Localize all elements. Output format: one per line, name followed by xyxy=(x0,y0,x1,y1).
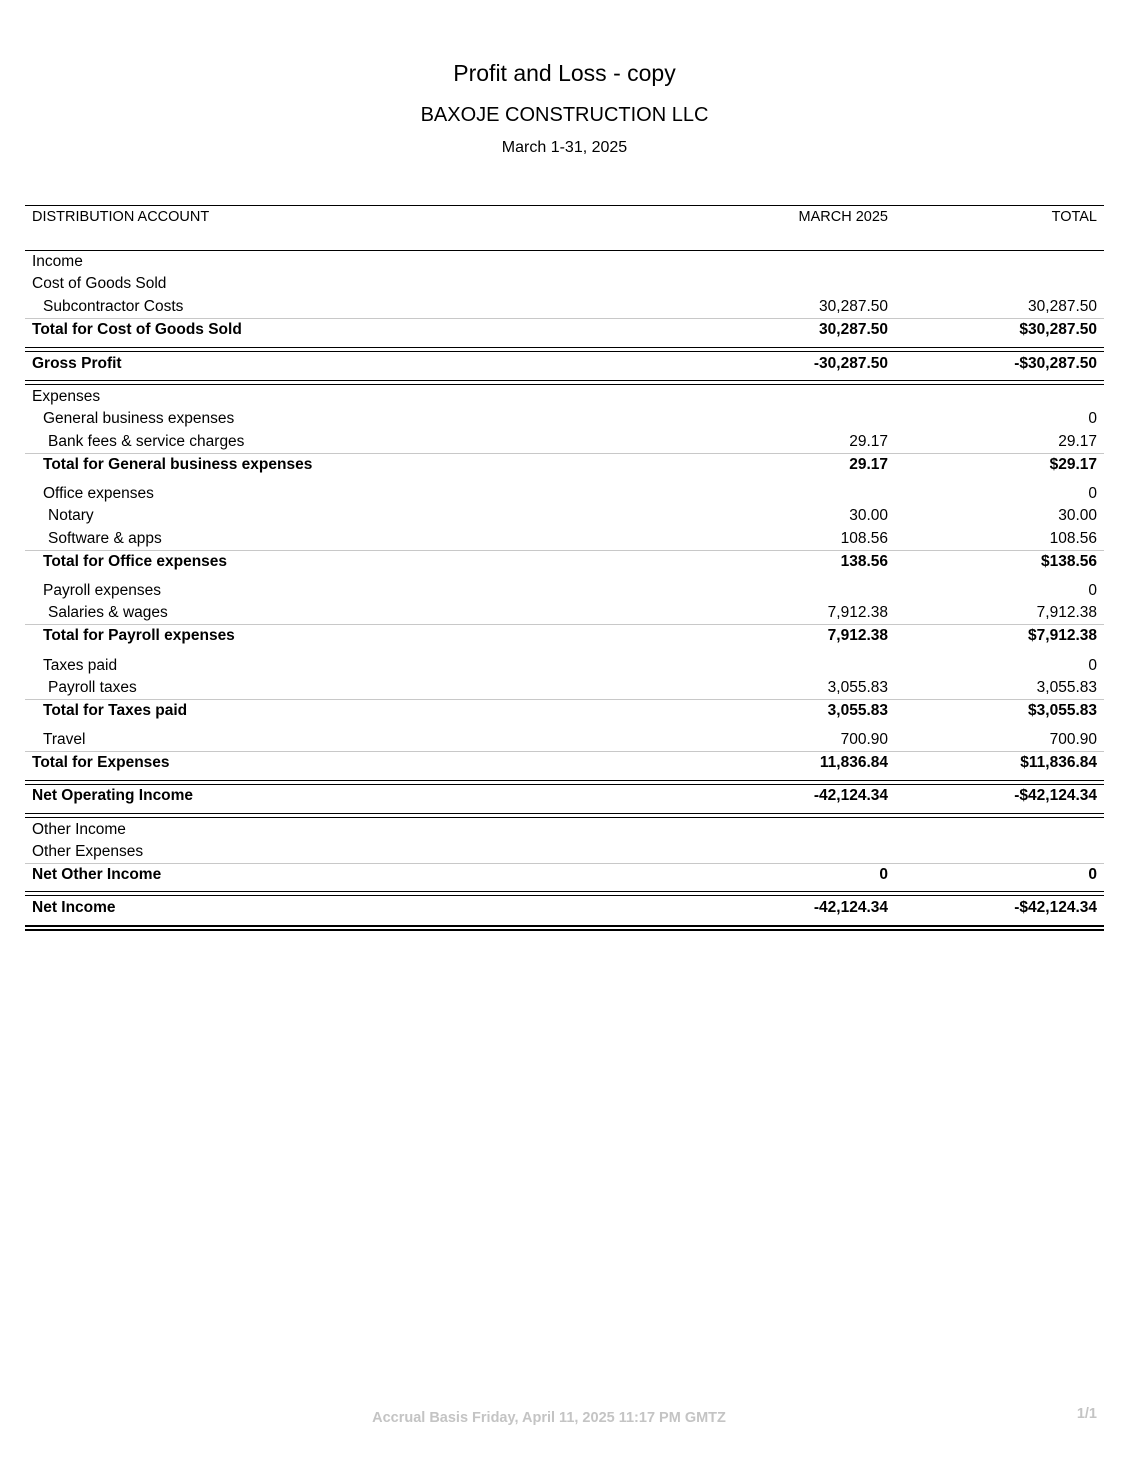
row-label: Payroll taxes xyxy=(48,679,137,696)
row-expenses xyxy=(25,386,1104,408)
row-label: Total for Cost of Goods Sold xyxy=(32,321,242,338)
row-total-value: 0 xyxy=(1088,866,1097,883)
row-march-value: -42,124.34 xyxy=(813,899,888,916)
column-header-total: TOTAL xyxy=(1051,209,1097,225)
row-total-taxes-paid xyxy=(25,700,1104,722)
row-march-value: -30,287.50 xyxy=(813,355,888,372)
row-march-value: 7,912.38 xyxy=(827,604,888,621)
row-label: Cost of Goods Sold xyxy=(32,275,167,292)
row-subcontractor-costs xyxy=(25,296,1104,318)
row-other-income xyxy=(25,819,1104,841)
row-march-value: 7,912.38 xyxy=(827,627,888,644)
row-label: Other Income xyxy=(32,821,126,838)
column-header-account: DISTRIBUTION ACCOUNT xyxy=(32,209,210,225)
row-march-value: 3,055.83 xyxy=(827,679,888,696)
column-header-row xyxy=(25,206,1104,228)
row-label: Office expenses xyxy=(43,485,154,502)
row-total-value: $11,836.84 xyxy=(1020,754,1097,771)
row-march-value: 3,055.83 xyxy=(827,702,888,719)
row-label: Gross Profit xyxy=(32,355,122,372)
report-period: March 1-31, 2025 xyxy=(501,139,628,156)
double-rule xyxy=(25,813,1104,818)
report-footer-basis: Accrual Basis Friday, April 11, 2025 11:17 PM GMTZ xyxy=(372,1410,726,1426)
row-total-value: $30,287.50 xyxy=(1019,321,1097,338)
report-title: Profit and Loss - copy xyxy=(453,60,676,86)
row-total-value: $138.56 xyxy=(1040,553,1097,570)
row-label: Bank fees & service charges xyxy=(48,433,245,450)
row-label: Payroll expenses xyxy=(43,582,162,599)
row-label: Net Income xyxy=(32,899,116,916)
row-label: Total for Expenses xyxy=(32,754,170,771)
row-march-value: 30.00 xyxy=(849,507,888,524)
row-march-value: 108.56 xyxy=(840,530,888,547)
row-total-value: -$42,124.34 xyxy=(1014,787,1097,804)
row-total-payroll-expenses xyxy=(25,625,1104,647)
row-march-value: 11,836.84 xyxy=(819,754,888,771)
row-total-value: 0 xyxy=(1088,582,1097,599)
row-label: Expenses xyxy=(32,388,101,405)
row-label: Taxes paid xyxy=(43,657,118,674)
row-total-general-business-expenses xyxy=(25,454,1104,476)
row-march-value: -42,124.34 xyxy=(813,787,888,804)
row-salaries-and-wages xyxy=(25,602,1104,624)
row-general-business-expenses xyxy=(25,408,1104,430)
row-total-value: 29.17 xyxy=(1058,433,1097,450)
row-total-value: $7,912.38 xyxy=(1028,627,1097,644)
row-total-office-expenses xyxy=(25,551,1104,573)
row-march-value: 29.17 xyxy=(849,433,888,450)
row-total-value: 0 xyxy=(1088,410,1097,427)
row-label: Net Other Income xyxy=(32,866,162,883)
row-total-value: 7,912.38 xyxy=(1036,604,1097,621)
row-march-value: 0 xyxy=(879,866,888,883)
company-name: BAXOJE CONSTRUCTION LLC xyxy=(420,104,709,126)
row-march-value: 29.17 xyxy=(849,456,888,473)
row-total-value: -$30,287.50 xyxy=(1014,355,1097,372)
row-total-value: $29.17 xyxy=(1049,456,1097,473)
row-total-value: -$42,124.34 xyxy=(1014,899,1097,916)
row-total-value: 30.00 xyxy=(1058,507,1097,524)
row-label: General business expenses xyxy=(43,410,235,427)
row-income xyxy=(25,251,1104,273)
row-software-and-apps xyxy=(25,528,1104,550)
row-march-value: 30,287.50 xyxy=(819,298,888,315)
double-rule xyxy=(25,347,1104,352)
row-label: Software & apps xyxy=(48,530,162,547)
row-total-value: 108.56 xyxy=(1049,530,1097,547)
double-rule xyxy=(25,891,1104,896)
row-label: Total for Office expenses xyxy=(43,553,228,570)
row-label: Salaries & wages xyxy=(48,604,168,621)
page-number: 1/1 xyxy=(1076,1406,1097,1422)
row-gross-profit xyxy=(25,353,1104,375)
row-label: Net Operating Income xyxy=(32,787,194,804)
row-cost-of-goods-sold xyxy=(25,273,1104,295)
row-total-expenses xyxy=(25,752,1104,774)
row-office-expenses xyxy=(25,483,1104,505)
row-total-value: $3,055.83 xyxy=(1028,702,1097,719)
row-bank-fees xyxy=(25,431,1104,453)
row-payroll-taxes xyxy=(25,677,1104,699)
row-label: Total for Payroll expenses xyxy=(43,627,235,644)
row-label: Notary xyxy=(48,507,94,524)
row-total-value: 0 xyxy=(1088,485,1097,502)
row-payroll-expenses xyxy=(25,580,1104,602)
row-total-value: 0 xyxy=(1088,657,1097,674)
row-label: Income xyxy=(32,253,83,270)
row-label: Subcontractor Costs xyxy=(43,298,184,315)
column-header-period: MARCH 2025 xyxy=(798,209,888,225)
row-total-value: 700.90 xyxy=(1049,731,1097,748)
row-label: Total for Taxes paid xyxy=(43,702,188,719)
row-notary xyxy=(25,505,1104,527)
row-total-value: 3,055.83 xyxy=(1036,679,1097,696)
row-net-operating-income xyxy=(25,785,1104,807)
double-rule-final xyxy=(25,925,1104,931)
row-march-value: 30,287.50 xyxy=(819,321,888,338)
row-label: Total for General business expenses xyxy=(43,456,313,473)
row-march-value: 138.56 xyxy=(840,553,888,570)
row-travel xyxy=(25,729,1104,751)
row-net-income xyxy=(25,897,1104,919)
row-taxes-paid xyxy=(25,655,1104,677)
double-rule xyxy=(25,380,1104,385)
row-net-other-income xyxy=(25,864,1104,886)
row-label: Travel xyxy=(43,731,86,748)
row-label: Other Expenses xyxy=(32,843,144,860)
row-march-value: 700.90 xyxy=(840,731,888,748)
row-total-cost-of-goods-sold xyxy=(25,319,1104,341)
row-other-expenses xyxy=(25,841,1104,863)
row-total-value: 30,287.50 xyxy=(1028,298,1097,315)
